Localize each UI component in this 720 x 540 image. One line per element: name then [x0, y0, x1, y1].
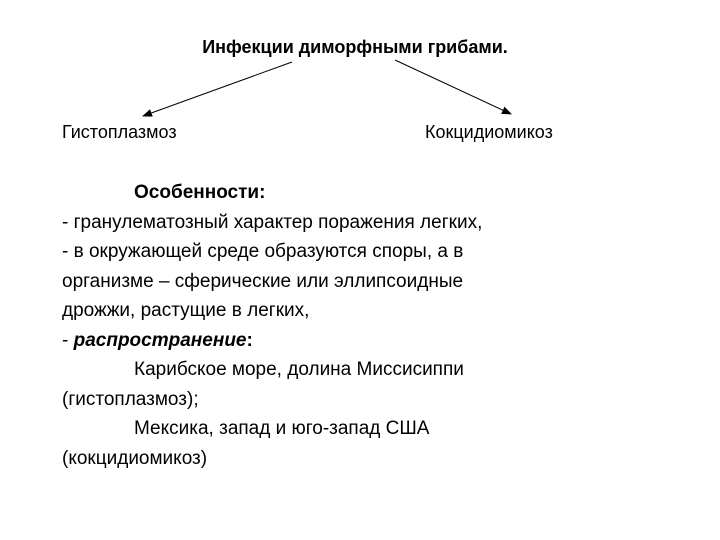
branch-histoplasmosis: Гистоплазмоз	[62, 122, 177, 142]
region-caribbean-line1: Карибское море, долина Миссисиппи	[134, 359, 464, 380]
features-heading: Особенности:	[134, 182, 266, 203]
spread-label: распространение	[73, 329, 247, 351]
feature-spread	[62, 326, 662, 356]
branch-coccidioidomycosis: Кокцидиомикоз	[425, 122, 553, 142]
feature-item-granulomatous: - гранулематозный характер поражения легких,	[62, 211, 483, 233]
region-mexico-line1: Мексика, запад и юго-запад США	[134, 418, 430, 439]
region-mexico-line2: (кокцидиомикоз)	[62, 447, 208, 469]
slide-title-text: Инфекции диморфными грибами.	[202, 37, 508, 57]
features-block	[62, 178, 662, 473]
region-caribbean-line2: (гистоплазмоз);	[62, 388, 199, 410]
spread-prefix: -	[62, 329, 74, 351]
arrow-left	[143, 62, 292, 116]
arrow-right	[395, 60, 511, 114]
spread-colon: :	[246, 329, 253, 351]
feature-item-spores-line2: организме – сферические или эллипсоидные	[62, 270, 464, 292]
feature-item-spores-line3: дрожжи, растущие в легких,	[62, 300, 310, 321]
feature-item-spores-line1: - в окружающей среде образуются споры, а в	[62, 241, 464, 262]
